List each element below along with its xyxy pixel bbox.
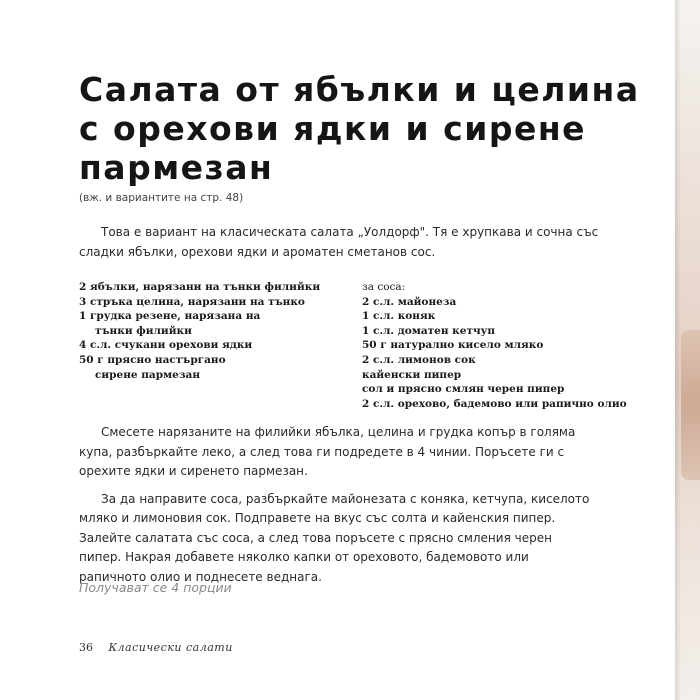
page-number: 36 (79, 641, 93, 654)
ingredient-item: 4 с.л. счукани орехови ядки (79, 339, 253, 352)
variants-note: (вж. и вариантите на стр. 48) (79, 192, 244, 204)
title-line: Салата от ябълки и целина (79, 70, 640, 109)
title-line: пармезан (79, 148, 274, 187)
photo-edge (675, 0, 700, 700)
method-paragraph: Смесете нарязаните на филийки ябълка, целина и грудка копър в голяма купа, разбъркайте леко, а след това ги подредете в 4 чинии. Поръсете ги с орехите ядки и сиренето пармезан. (79, 425, 576, 478)
method-section (79, 423, 597, 595)
sauce-heading: за соса: (362, 281, 406, 293)
sauce-ingredients-list (362, 280, 627, 411)
recipe-intro: Това е вариант на класическата салата „Уолдорф". Тя е хрупкава и сочна със сладки ябълки, орехови ядки и ароматен сметанов сос. (79, 225, 599, 259)
ingredient-item: 2 с.л. лимонов сок (362, 353, 476, 366)
ingredient-item: 2 с.л. майонеза (362, 295, 457, 308)
ingredient-item: 1 с.л. коняк (362, 310, 436, 323)
ingredient-item: 50 г прясно настъргано (79, 353, 226, 366)
section-title: Класически салати (108, 641, 233, 654)
method-paragraph: За да направите соса, разбъркайте майонезата с коняка, кетчупа, киселото мляко и лимоновия сок. Подправете на вкус със солта и кайенския пипер. Залейте салатата със соса, а след това поръсете с прясно смления черен пипер. Накрая добавете няколко капки от ореховото, бадемовото или рапичното олио и поднесете веднага. (79, 491, 590, 584)
ingredient-item: 2 с.л. орехово, бадемово или рапично олио (362, 397, 627, 410)
ingredient-item: сирене пармезан (95, 368, 201, 381)
ingredient-item: сол и прясно смлян черен пипер (362, 383, 565, 396)
ingredient-item: 1 грудка резене, нарязана на (79, 310, 261, 323)
servings-note: Получават се 4 порции (79, 580, 232, 595)
ingredient-item: 3 стръка целина, нарязани на тънко (79, 295, 305, 308)
ingredient-item: 2 ябълки, нарязани на тънки филийки (79, 281, 321, 293)
title-line: с орехови ядки и сирене (79, 109, 587, 148)
ingredient-item: 1 с.л. доматен кетчуп (362, 324, 496, 337)
ingredient-item: тънки филийки (95, 324, 192, 337)
ingredient-item: кайенски пипер (362, 368, 462, 381)
recipe-title (79, 70, 640, 187)
photo-detail (681, 330, 700, 480)
ingredients-list (79, 280, 320, 382)
ingredient-item: 50 г натурално кисело мляко (362, 339, 544, 352)
page-footer (79, 641, 233, 654)
